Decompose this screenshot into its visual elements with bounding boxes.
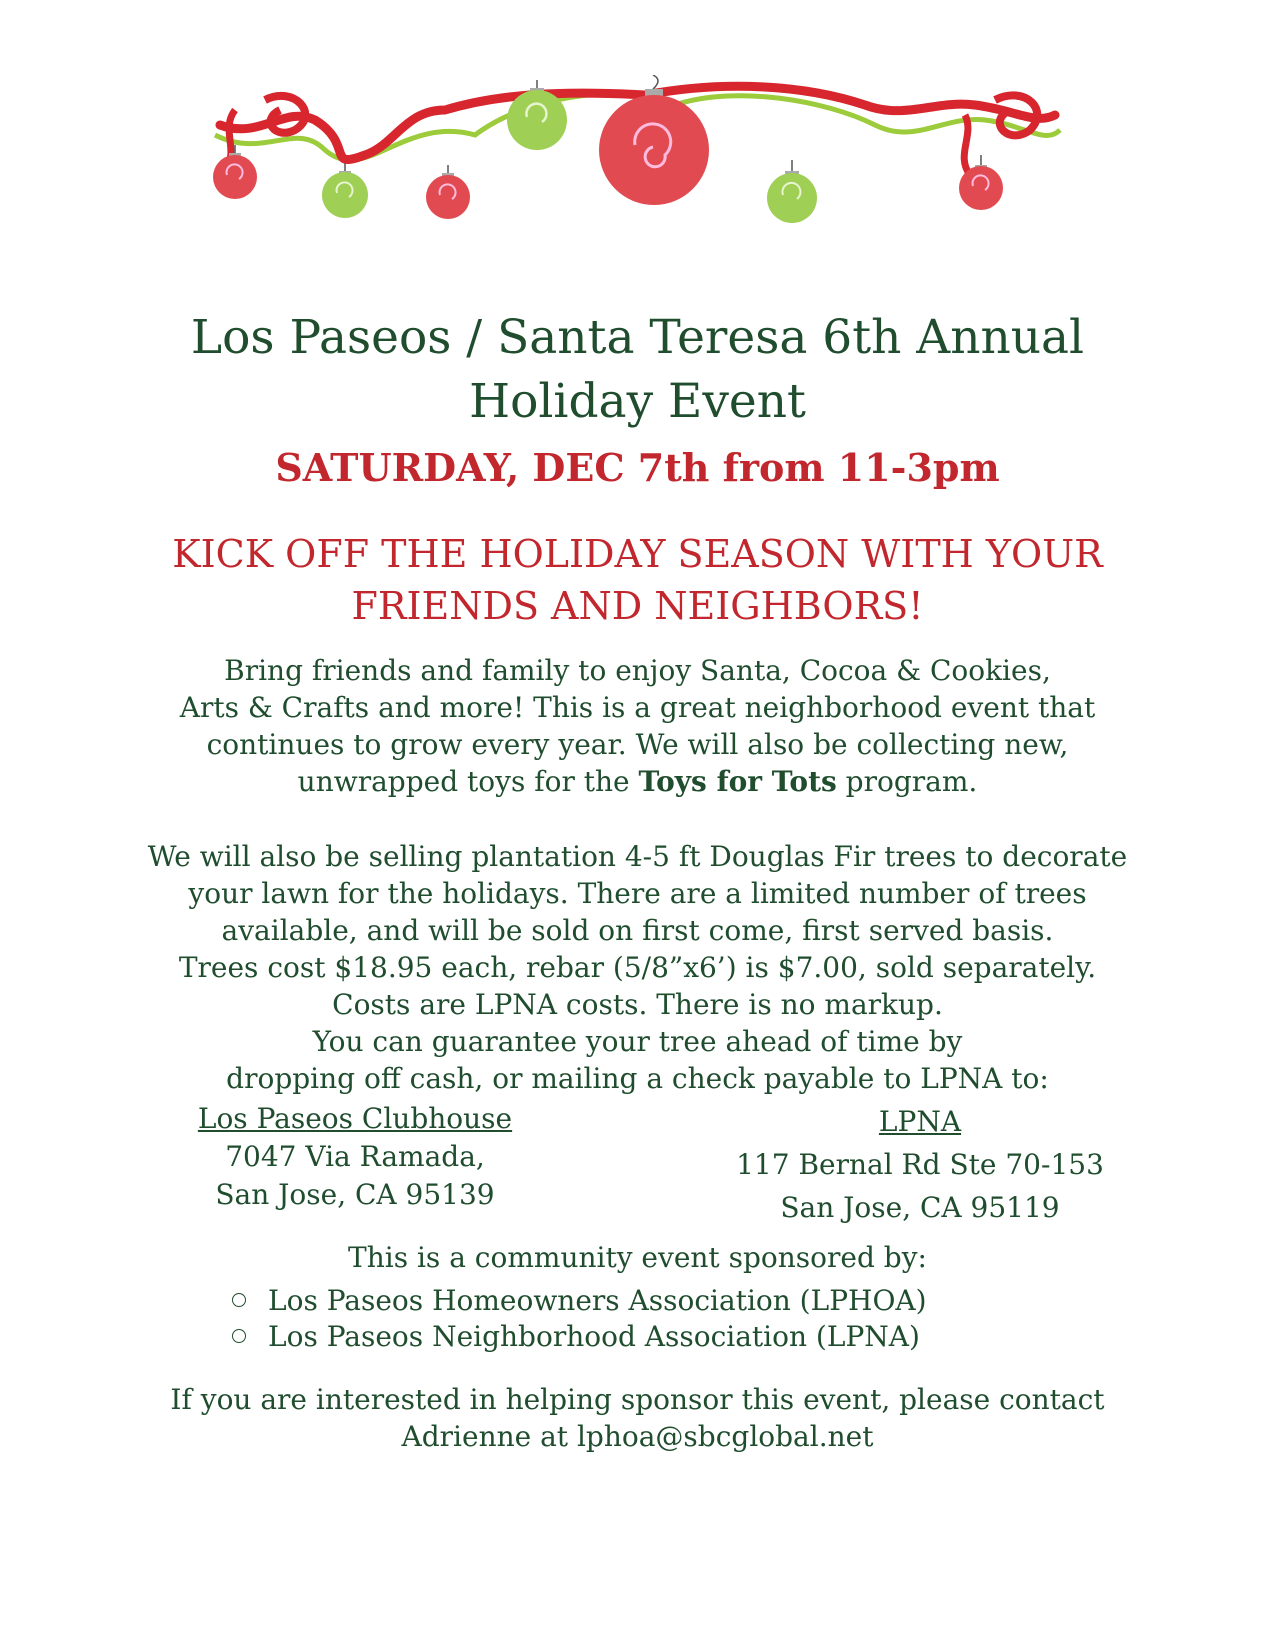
intro-paragraph — [60, 652, 1215, 800]
ornament-green-1 — [322, 163, 368, 218]
contact-line-2: Adrienne at lphoa@sbcglobal.net — [401, 1420, 874, 1453]
trees-line-5: Costs are LPNA costs. There is no markup. — [332, 988, 943, 1021]
ornament-red-1 — [213, 145, 257, 199]
clubhouse-street: 7047 Via Ramada, — [225, 1140, 485, 1173]
clubhouse-heading: Los Paseos Clubhouse — [197, 1102, 513, 1135]
trees-line-2: your lawn for the holidays. There are a limited number of trees — [188, 877, 1087, 910]
intro-line-4-post: program. — [836, 765, 978, 798]
sponsor-name: Los Paseos Neighborhood Association (LPNA) — [268, 1319, 920, 1353]
event-title-line-1: Los Paseos / Santa Teresa 6th Annual — [190, 310, 1085, 365]
sponsors-heading: This is a community event sponsored by: — [348, 1241, 927, 1274]
toys-for-tots: Toys for Tots — [638, 765, 837, 798]
lpna-address — [720, 1100, 1120, 1229]
sponsors-list — [232, 1282, 927, 1354]
sponsor-name: Los Paseos Homeowners Association (LPHOA) — [268, 1283, 927, 1317]
trees-line-6: You can guarantee your tree ahead of time by — [312, 1025, 963, 1058]
lpna-heading: LPNA — [878, 1105, 962, 1138]
intro-line-4 — [60, 763, 1215, 800]
trees-line-1: We will also be selling plantation 4-5 ft Douglas Fir trees to decorate — [147, 840, 1128, 873]
lpna-city: San Jose, CA 95119 — [780, 1191, 1060, 1224]
ornament-green-3 — [767, 160, 817, 223]
list-item — [232, 1282, 927, 1318]
list-item — [232, 1318, 927, 1354]
circle-bullet-icon — [232, 1329, 246, 1343]
trees-line-4: Trees cost $18.95 each, rebar (5/8”x6’) is $7.00, sold separately. — [178, 951, 1097, 984]
clubhouse-address — [150, 1100, 560, 1214]
circle-bullet-icon — [232, 1293, 246, 1307]
ornament-red-2 — [426, 165, 470, 219]
red-ribbon-tail-right — [964, 115, 970, 175]
intro-line-1: Bring friends and family to enjoy Santa, Cocoa & Cookies, — [224, 654, 1051, 687]
trees-line-7: dropping off cash, or mailing a check payable to LPNA to: — [226, 1062, 1049, 1095]
intro-line-2: Arts & Crafts and more! This is a great neighborhood event that — [179, 691, 1096, 724]
trees-paragraph — [60, 838, 1215, 1097]
intro-line-4-pre: unwrapped toys for the — [297, 765, 639, 798]
lpna-street: 117 Bernal Rd Ste 70-153 — [736, 1148, 1104, 1181]
intro-line-3: continues to grow every year. We will also be collecting new, — [206, 728, 1069, 761]
contact-paragraph — [60, 1381, 1215, 1455]
event-title-line-2: Holiday Event — [469, 374, 806, 429]
kickoff-line-2: FRIENDS AND NEIGHBORS! — [351, 584, 924, 628]
event-date: SATURDAY, DEC 7th from 11-3pm — [275, 445, 1000, 490]
trees-line-3: available, and will be sold on first come, first served basis. — [221, 914, 1054, 947]
ornament-garland-banner — [205, 75, 1070, 255]
kickoff-line-1: KICK OFF THE HOLIDAY SEASON WITH YOUR — [172, 532, 1103, 576]
contact-line-1: If you are interested in helping sponsor this event, please contact — [170, 1383, 1105, 1416]
clubhouse-city: San Jose, CA 95139 — [215, 1178, 495, 1211]
